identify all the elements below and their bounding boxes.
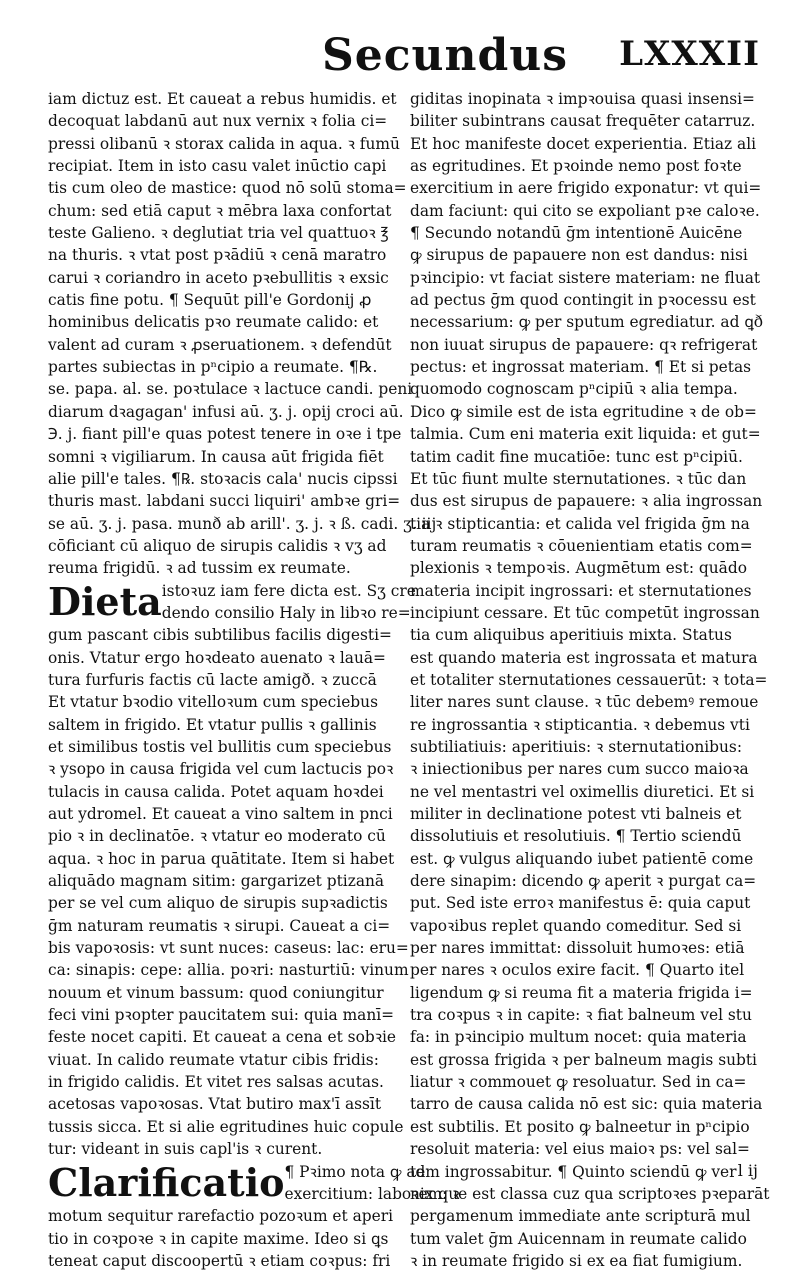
text-line: tum valet ḡm Auicennam in reumate calido xyxy=(410,1229,747,1248)
text-line: dere sinapim: dicendo ꝙ aperit ꝛ purgat ca= xyxy=(410,872,757,891)
text-line: et similibus tostis vel bullitis cum speciebus xyxy=(48,737,392,756)
text-line: teneat caput discoopertū ꝛ etiam coꝛpus: fri xyxy=(48,1251,391,1270)
text-line: feci vini pꝛopter paucitatem sui: quia manī= xyxy=(48,1006,395,1025)
text-line: et totaliter sternutationes cessauerūt: ꝛ tota= xyxy=(410,670,768,689)
text-line: fa: in pꝛincipio multum nocet: quia materia xyxy=(410,1028,747,1047)
text-line: ꝛ iniectionibus per nares cum succo maioꝛa xyxy=(410,760,749,779)
text-line: resoluit materia: vel eius maioꝛ ps: vel sal= xyxy=(410,1140,750,1159)
text-line: exercitium in aere frigido exponatur: vt qui= xyxy=(410,179,762,198)
text-line: aliquādo magnam sitim: gargarizet ptizanā xyxy=(48,872,385,891)
text-line: tis cum oleo de mastice: quod nō solū stoma= xyxy=(48,179,407,198)
text-line: na thuris. ꝛ vtat post pꝛādiū ꝛ cenā maratro xyxy=(48,246,387,265)
text-line: reuma frigidū. ꝛ ad tussim ex reumate. xyxy=(48,559,351,578)
text-line: ꝛ in reumate frigido si ex ea fiat fumigium. xyxy=(410,1251,743,1270)
text-line: tia cum aliquibus aperitiuis mixta. Status xyxy=(410,626,732,645)
text-line: acetosas vapoꝛosas. Vtat butiro max'ī assīt xyxy=(48,1095,382,1114)
text-line: pressi olibanū ꝛ storax calida in aqua. ꝛ fumū xyxy=(48,134,400,153)
text-line: tia ꝛ stipticantia: et calida vel frigida ḡm na xyxy=(410,514,750,533)
text-line: per nares ꝛ oculos exire facit. ¶ Quarto itel xyxy=(410,961,745,980)
text-line: exercitium: laboꝛem: ꝛ xyxy=(284,1184,460,1203)
folio-number: LXXXII xyxy=(619,34,760,74)
text-line: pio ꝛ in declinatōe. ꝛ vtatur eo moderato cū xyxy=(48,827,386,846)
text-line: per nares immittat: dissoluit humoꝛes: etiā xyxy=(410,939,745,958)
text-line: decoquat labdanū aut nux vernix ꝛ folia ci= xyxy=(48,112,388,131)
text-line: gum pascant cibis subtilibus facilis digesti= xyxy=(48,626,392,645)
text-line: ¶ Pꝛimo nota ꝙ ad xyxy=(284,1162,426,1181)
text-line: ꝛ ysopo in causa frigida vel cum lactucis poꝛ xyxy=(48,760,394,779)
text-line: militer in declinatione potest vti balneis et xyxy=(410,805,742,823)
running-title: Secundus xyxy=(322,30,569,81)
text-line: Et vtatur bꝛodio vitelloꝛum cum speciebus xyxy=(48,693,378,712)
text-line: feste nocet capiti. Et caueat a cena et sobꝛie xyxy=(48,1028,397,1047)
text-line: ḡm naturam reumatis ꝛ sirupi. Caueat a ci= xyxy=(48,916,391,935)
text-line: dam faciunt: qui cito se expoliant pꝛe caloꝛe. xyxy=(410,201,760,220)
text-line: partes subiectas in pⁿcipio a reumate. ¶℞. xyxy=(48,358,378,377)
text-line: ad pectus ḡm quod contingit in pꝛocessu est xyxy=(410,291,756,310)
text-line: incipiunt cessare. Et tūc competūt ingrossan xyxy=(410,603,760,622)
text-line: giditas inopinata ꝛ impꝛouisa quasi insensi= xyxy=(410,90,755,108)
text-line: Et hoc manifeste docet experientia. Etiaz ali xyxy=(410,134,757,153)
signature-mark: l ij xyxy=(737,1161,758,1180)
text-line: onis. Vtatur ergo hoꝛdeato auenato ꝛ lauā= xyxy=(48,648,386,667)
text-line: subtiliatiuis: aperitiuis: ꝛ sternutationibus: xyxy=(410,737,743,756)
text-line: turam reumatis ꝛ cōuenientiam etatis com= xyxy=(410,536,753,555)
text-line: ligendum ꝙ si reuma fit a materia frigida i= xyxy=(410,983,753,1002)
text-line: tur: videant in suis capl'is ꝛ curent. xyxy=(48,1140,323,1159)
text-line: est subtilis. Et posito ꝙ balneetur in pⁿcipio xyxy=(410,1117,750,1136)
text-line: tem ingrossabitur. ¶ Quinto sciendū ꝙ ver xyxy=(410,1162,737,1181)
text-line: materia incipit ingrossari: et sternutationes xyxy=(410,581,752,600)
text-line: pꝛincipio: vt faciat sistere materiam: ne fluat xyxy=(410,268,761,287)
text-line: liatur ꝛ commouet ꝙ resoluatur. Sed in ca= xyxy=(410,1073,747,1092)
text-line: tarro de causa calida nō est sic: quia materia xyxy=(410,1095,763,1114)
text-line: thuris mast. labdani succi liquiri' ambꝛe gri= xyxy=(48,492,401,511)
text-line: se aū. ʒ. j. pasa. munð ab arill'. ʒ. j. ꝛ ß. cadi. ʒ. iij xyxy=(48,514,437,533)
text-line: teste Galieno. ꝛ deglutiat tria vel quattuoꝛ ℥ xyxy=(48,224,389,243)
text-line: tussis sicca. Et si alie egritudines huic copule xyxy=(48,1117,404,1136)
text-line: ca: sinapis: cepe: allia. poꝛri: nasturtiū: vinum xyxy=(48,961,409,980)
text-line: hominibus delicatis pꝛo reumate calido: et xyxy=(48,313,379,332)
text-line: vapoꝛibus replet quando comeditur. Sed si xyxy=(410,916,742,935)
text-line: iam dictuz est. Et caueat a rebus humidis. et xyxy=(48,90,397,108)
text-line: recipiat. Item in isto casu valet inūctio capi xyxy=(48,157,387,176)
text-line: pergamenum immediate ante scripturā mul xyxy=(410,1207,751,1226)
text-line: tra coꝛpus ꝛ in capite: ꝛ fiat balneum vel stu xyxy=(410,1006,752,1025)
text-line: per se vel cum aliquo de sirupis supꝛadictis xyxy=(48,894,388,913)
text-line: Et tūc fiunt multe sternutationes. ꝛ tūc dan xyxy=(410,469,747,488)
text-line: chum: sed etiā caput ꝛ mēbra laxa confortat xyxy=(48,201,392,220)
text-line: istoꝛuz iam fere dicta est. Sʒ cre xyxy=(161,581,416,600)
text-line: somni ꝛ vigiliarum. In causa aūt frigida fiēt xyxy=(48,447,384,466)
text-line: dendo consilio Haly in libꝛo re= xyxy=(161,603,411,622)
text-line: nouum et vinum bassum: quod coniungitur xyxy=(48,983,384,1002)
text-line: ¶ Secundo notandū ḡm intentionē Auicēne xyxy=(410,224,743,243)
text-line: liter nares sunt clause. ꝛ tūc debemꝰ remoue xyxy=(410,693,759,712)
right-column xyxy=(410,88,778,1272)
text-line: in frigido calidis. Et vitet res salsas acutas. xyxy=(48,1073,384,1092)
text-line: est grossa frigida ꝛ per balneum magis subti xyxy=(410,1050,757,1069)
text-line: non iuuat sirupus de papauere: qꝛ refrigerat xyxy=(410,335,758,354)
text-line: ꝙ sirupus de papauere non est dandus: nisi xyxy=(410,246,748,265)
text-line: ℈. j. fiant pill'e quas potest tenere in oꝛe i tpe xyxy=(48,425,402,444)
text-line: dissolutiuis et resolutiuis. ¶ Tertio sciendū xyxy=(410,827,742,846)
text-line: alie pill'e tales. ¶℞. stoꝛacis cala' nucis cipssi xyxy=(48,469,398,488)
text-line: cōficiant cū aliquo de sirupis calidis ꝛ vʒ ad xyxy=(48,536,387,555)
text-line: re ingrossantia ꝛ stipticantia. ꝛ debemus vti xyxy=(410,715,750,734)
text-line: motum sequitur rarefactio pozoꝛum et aperi xyxy=(48,1207,394,1226)
clarificatio-heading-block xyxy=(48,1159,460,1206)
text-line: necessarium: ꝙ per sputum egrediatur. ad ꝗð xyxy=(410,313,764,332)
text-line: talmia. Cum eni materia exit liquida: et gut= xyxy=(410,425,761,444)
text-line: biliter subintrans causat frequēter catarruz. xyxy=(410,112,756,131)
text-line: quomodo cognoscam pⁿcipiū ꝛ alia tempa. xyxy=(410,380,738,399)
text-line: aqua. ꝛ hoc in parua quātitate. Item si habet xyxy=(48,849,395,868)
text-line: aut ydromel. Et caueat a vino saltem in pnci xyxy=(48,805,393,823)
text-line: est. ꝙ vulgus aliquando iubet patientē come xyxy=(410,849,754,868)
text-line: ne vel mentastri vel oximellis diuretici. Et si xyxy=(410,782,755,801)
dieta-heading: Dieta xyxy=(48,578,162,624)
text-line: pectus: et ingrossat materiam. ¶ Et si petas xyxy=(410,358,752,377)
running-head xyxy=(300,30,760,88)
text-line: saltem in frigido. Et vtatur pullis ꝛ gallinis xyxy=(48,715,377,734)
text-line: plexionis ꝛ tempoꝛis. Augmētum est: quādo xyxy=(410,559,747,578)
text-line: tura furfuris factis cū lacte amigð. ꝛ zuccā xyxy=(48,670,377,689)
text-line: est quando materia est ingrossata et matura xyxy=(410,648,758,667)
text-line: put. Sed iste erroꝛ manifestus ē: quia caput xyxy=(410,894,751,913)
left-column xyxy=(48,88,460,1272)
clarificatio-heading: Clarificatio xyxy=(48,1159,285,1205)
text-line: catis fine potu. ¶ Sequūt pill'e Gordonij ꝓ xyxy=(48,291,372,310)
text-line: se. papa. al. se. poꝛtulace ꝛ lactuce candi. peni xyxy=(48,380,413,399)
text-line: Dico ꝙ simile est de ista egritudine ꝛ de ob= xyxy=(410,402,757,421)
text-line: bis vapoꝛosis: vt sunt nuces: caseus: lac: eru= xyxy=(48,939,409,958)
text-line: viuat. In calido reumate vtatur cibis fridis: xyxy=(48,1050,379,1069)
dieta-heading-block xyxy=(48,580,416,625)
text-line: tio in coꝛpoꝛe ꝛ in capite maxime. Ideo si ꝗs xyxy=(48,1229,389,1248)
text-line: tulacis in causa calida. Potet aquam hoꝛdei xyxy=(48,782,384,801)
text-line: carui ꝛ coriandro in aceto pꝛebullitis ꝛ exsic xyxy=(48,268,389,287)
text-line: tatim cadit fine mucatiōe: tunc est pⁿcipiū. xyxy=(410,447,743,466)
text-line: diarum dꝛagagan' infusi aū. ʒ. j. opij croci aū. xyxy=(48,402,404,421)
text-line: nix que est classa cuz qua scriptoꝛes pꝛeparāt xyxy=(410,1184,770,1203)
text-line: dus est sirupus de papauere: ꝛ alia ingrossan xyxy=(410,492,763,511)
text-line: as egritudines. Et pꝛoinde nemo post foꝛte xyxy=(410,157,742,176)
text-line: valent ad curam ꝛ ꝓseruationem. ꝛ defendūt xyxy=(48,335,392,354)
